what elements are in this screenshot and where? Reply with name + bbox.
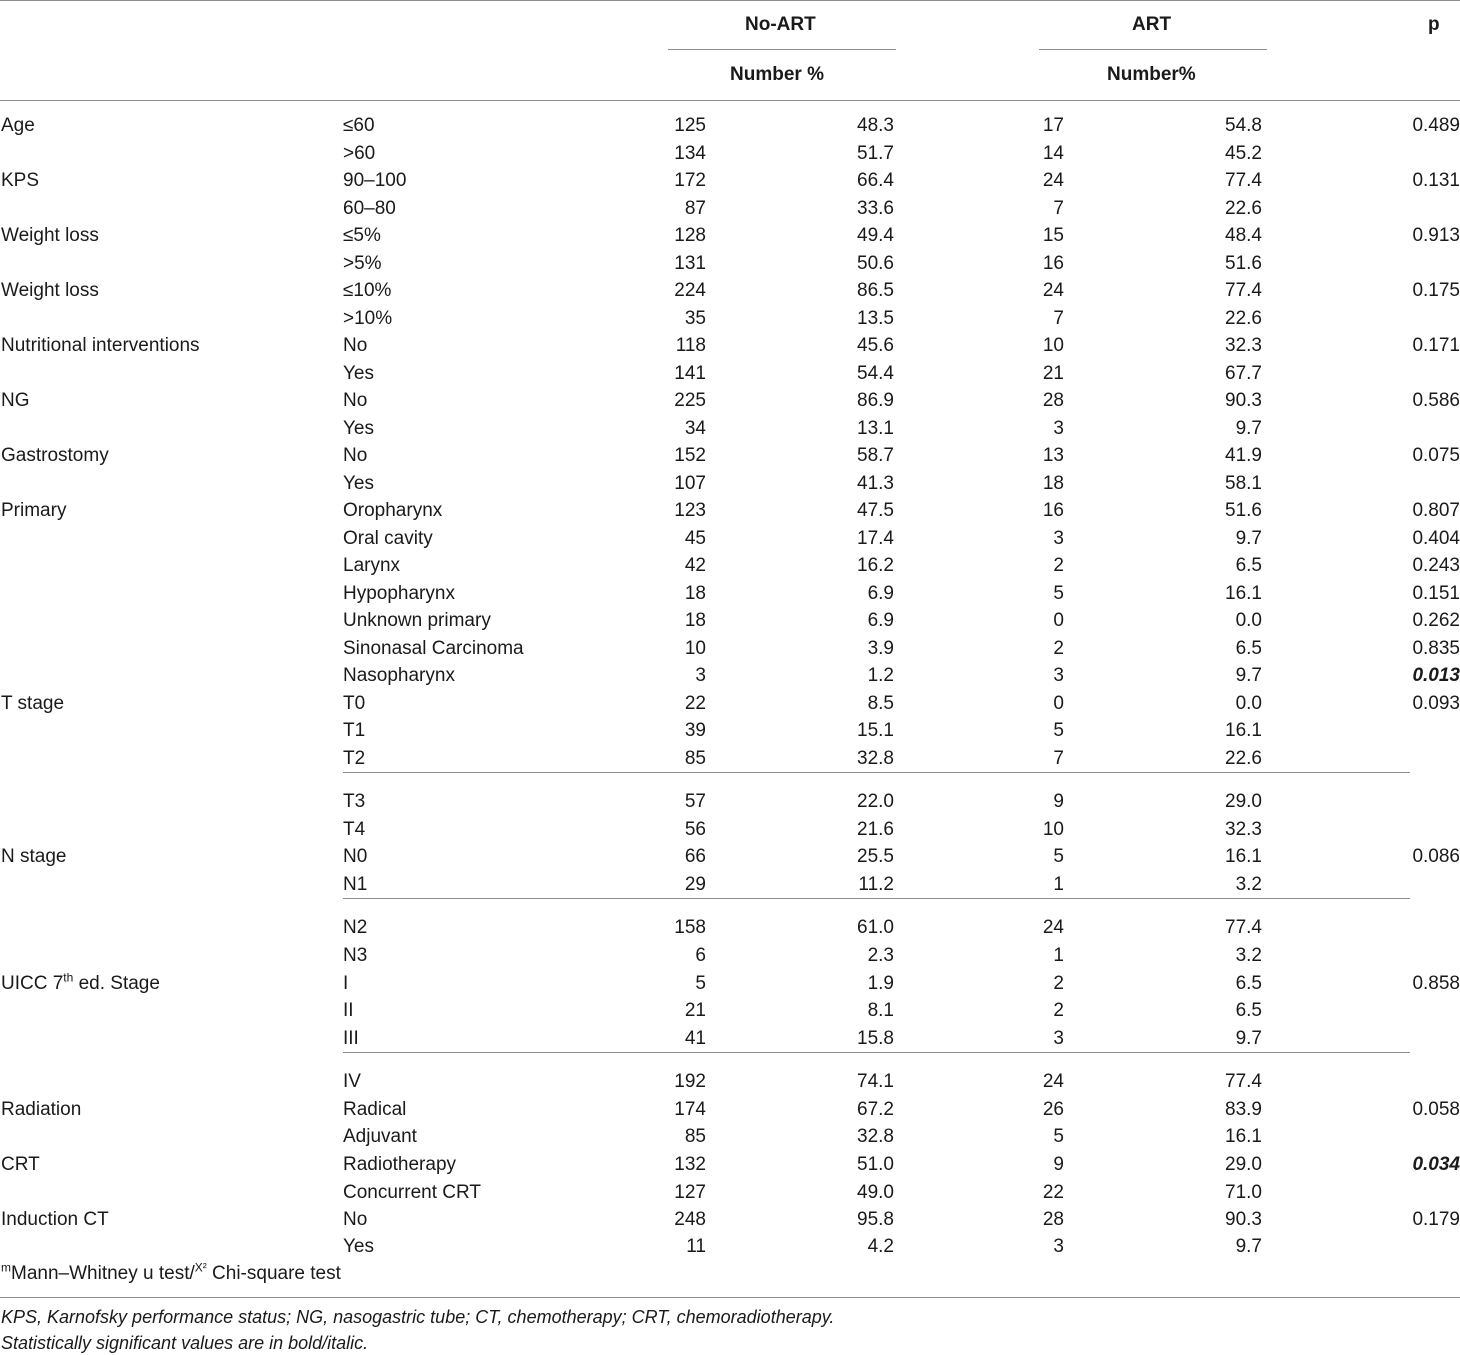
noart-percent-cell: 8.1 [867,1000,894,1021]
variable-cell: Weight loss [1,280,99,301]
noart-number-cell: 57 [684,791,706,812]
noart-number-cell: 87 [684,198,706,219]
noart-number-cell: 248 [674,1209,706,1230]
category-cell: N2 [343,917,368,938]
noart-percent-cell: 3.9 [867,638,894,659]
category-cell: Sinonasal Carcinoma [343,638,524,659]
art-percent-cell: 67.7 [1225,363,1262,384]
header-group-art: ART [1132,14,1172,35]
art-number-cell: 21 [1042,363,1064,384]
category-cell: N1 [343,874,368,895]
p-value-cell: 0.034 [1412,1154,1460,1175]
category-cell: ˃5% [343,253,382,274]
noart-percent-cell: 49.0 [857,1182,894,1203]
p-value-cell: 0.807 [1412,500,1460,521]
noart-percent-cell: 86.9 [857,390,894,411]
category-cell: No [343,390,368,411]
art-percent-cell: 3.2 [1235,874,1262,895]
art-number-cell: 28 [1042,1209,1064,1230]
noart-number-cell: 172 [674,170,706,191]
p-value-cell: 0.058 [1412,1099,1460,1120]
noart-number-cell: 224 [674,280,706,301]
table-section-rule [343,772,1410,773]
noart-number-cell: 132 [674,1154,706,1175]
art-number-cell: 9 [1053,1154,1064,1175]
test-note [1,1260,341,1285]
category-cell: IV [343,1071,361,1092]
art-number-cell: 3 [1053,528,1064,549]
category-cell: ≤60 [343,115,375,136]
art-percent-cell: 0.0 [1235,693,1262,714]
table-row [0,195,1460,222]
art-percent-cell: 16.1 [1225,583,1262,604]
art-number-cell: 10 [1042,819,1064,840]
noart-percent-cell: 50.6 [857,253,894,274]
noart-number-cell: 125 [674,115,706,136]
category-cell: Yes [343,418,374,439]
noart-number-cell: 10 [684,638,706,659]
table-section-rule [343,1052,1410,1053]
noart-percent-cell: 13.5 [857,308,894,329]
variable-cell: Weight loss [1,225,99,246]
table-row [0,222,1460,249]
noart-number-cell: 128 [674,225,706,246]
noart-number-cell: 225 [674,390,706,411]
noart-number-cell: 18 [684,610,706,631]
art-percent-cell: 51.6 [1225,500,1262,521]
category-cell: Radical [343,1099,407,1120]
table-row [0,305,1460,332]
category-cell: Larynx [343,555,401,576]
noart-percent-cell: 33.6 [857,198,894,219]
variable-cell: Gastrostomy [1,445,109,466]
table-row [0,415,1460,442]
variable-cell: N stage [1,846,67,867]
category-cell: N0 [343,846,368,867]
table-row [0,167,1460,194]
noart-percent-cell: 47.5 [857,500,894,521]
table-row [0,1096,1460,1123]
art-number-cell: 24 [1042,280,1064,301]
noart-number-cell: 174 [674,1099,706,1120]
art-percent-cell: 9.7 [1235,528,1262,549]
art-number-cell: 7 [1053,308,1064,329]
art-percent-cell: 6.5 [1235,1000,1262,1021]
test-note-sup-m: m [1,1260,11,1275]
table-row [0,250,1460,277]
p-value-cell: 0.175 [1412,280,1460,301]
table-row [0,112,1460,139]
p-value-cell: 0.404 [1412,528,1460,549]
noart-number-cell: 66 [684,846,706,867]
table-row [0,607,1460,634]
category-cell: Yes [343,363,374,384]
table-row [0,662,1460,689]
header-sub-art: Number% [1107,64,1196,85]
category-cell: T1 [343,720,366,741]
art-number-cell: 9 [1053,791,1064,812]
art-percent-cell: 6.5 [1235,555,1262,576]
category-cell: Unknown primary [343,610,491,631]
noart-percent-cell: 95.8 [857,1209,894,1230]
art-percent-cell: 41.9 [1225,445,1262,466]
art-number-cell: 5 [1053,846,1064,867]
art-percent-cell: 22.6 [1225,198,1262,219]
table-row [0,1068,1460,1095]
art-number-cell: 2 [1053,1000,1064,1021]
art-percent-cell: 6.5 [1235,638,1262,659]
noart-number-cell: 152 [674,445,706,466]
noart-percent-cell: 51.7 [857,143,894,164]
footnote-significance: Statistically significant values are in bold/italic. [1,1333,369,1353]
p-value-cell: 0.858 [1412,973,1460,994]
table-row [0,552,1460,579]
art-percent-cell: 77.4 [1225,917,1262,938]
art-percent-cell: 51.6 [1225,253,1262,274]
category-cell: No [343,1209,368,1230]
art-number-cell: 5 [1053,720,1064,741]
category-cell: Adjuvant [343,1126,417,1147]
table-row [0,843,1460,870]
variable-cell: Nutritional interventions [1,335,200,356]
table-row [0,580,1460,607]
table-row [0,717,1460,744]
noart-percent-cell: 6.9 [867,610,894,631]
art-number-cell: 5 [1053,1126,1064,1147]
category-cell: Hypopharynx [343,583,455,604]
noart-percent-cell: 1.2 [867,665,894,686]
table-row [0,332,1460,359]
art-percent-cell: 3.2 [1235,945,1262,966]
p-value-cell: 0.086 [1412,846,1460,867]
art-percent-cell: 90.3 [1225,390,1262,411]
category-cell: Concurrent CRT [343,1182,481,1203]
noart-percent-cell: 13.1 [857,418,894,439]
table-row [0,1179,1460,1206]
noart-number-cell: 29 [684,874,706,895]
noart-number-cell: 45 [684,528,706,549]
art-percent-cell: 48.4 [1225,225,1262,246]
art-number-cell: 0 [1053,693,1064,714]
table-row [0,871,1460,898]
noart-percent-cell: 32.8 [857,1126,894,1147]
variable-cell [1,970,160,997]
art-number-cell: 0 [1053,610,1064,631]
category-cell: T0 [343,693,366,714]
variable-cell: Primary [1,500,67,521]
art-number-cell: 13 [1042,445,1064,466]
table-row [0,997,1460,1024]
noart-percent-cell: 1.9 [867,973,894,994]
noart-percent-cell: 22.0 [857,791,894,812]
noart-percent-cell: 51.0 [857,1154,894,1175]
art-percent-cell: 16.1 [1225,846,1262,867]
noart-number-cell: 134 [674,143,706,164]
noart-percent-cell: 48.3 [857,115,894,136]
noart-number-cell: 41 [684,1028,706,1049]
variable-cell: CRT [1,1154,40,1175]
category-cell: Yes [343,473,374,494]
variable-cell: Radiation [1,1099,82,1120]
category-cell: ˃10% [343,308,393,329]
noart-number-cell: 141 [674,363,706,384]
table-row [0,745,1460,772]
table-row [0,1123,1460,1150]
table-row [0,788,1460,815]
noart-number-cell: 42 [684,555,706,576]
category-cell: Yes [343,1236,374,1257]
noart-number-cell: 131 [674,253,706,274]
header-group-noart: No-ART [745,14,816,35]
noart-percent-cell: 25.5 [857,846,894,867]
category-cell: Radiotherapy [343,1154,457,1175]
art-number-cell: 24 [1042,917,1064,938]
noart-number-cell: 85 [684,748,706,769]
table-bottom-rule [0,1297,1460,1298]
test-note-sup-x: X² [194,1260,207,1275]
art-percent-cell: 22.6 [1225,308,1262,329]
p-value-cell: 0.131 [1412,170,1460,191]
noart-number-cell: 158 [674,917,706,938]
noart-percent-cell: 6.9 [867,583,894,604]
noart-percent-cell: 74.1 [857,1071,894,1092]
noart-number-cell: 39 [684,720,706,741]
table-row [0,942,1460,969]
p-value-cell: 0.179 [1412,1209,1460,1230]
art-percent-cell: 77.4 [1225,170,1262,191]
art-number-cell: 2 [1053,555,1064,576]
noart-number-cell: 21 [684,1000,706,1021]
noart-percent-cell: 58.7 [857,445,894,466]
header-noart-rule [668,49,896,50]
noart-number-cell: 123 [674,500,706,521]
art-percent-cell: 29.0 [1225,791,1262,812]
art-number-cell: 3 [1053,665,1064,686]
noart-percent-cell: 49.4 [857,225,894,246]
variable-cell: NG [1,390,30,411]
noart-percent-cell: 32.8 [857,748,894,769]
noart-number-cell: 192 [674,1071,706,1092]
variable-cell: Induction CT [1,1209,109,1230]
art-number-cell: 3 [1053,418,1064,439]
art-percent-cell: 32.3 [1225,819,1262,840]
variable-superscript: th [63,970,74,985]
category-cell: T3 [343,791,366,812]
art-number-cell: 24 [1042,1071,1064,1092]
p-value-cell: 0.093 [1412,693,1460,714]
table-row [0,914,1460,941]
category-cell: T2 [343,748,366,769]
p-value-cell: 0.171 [1412,335,1460,356]
noart-number-cell: 34 [684,418,706,439]
p-value-cell: 0.835 [1412,638,1460,659]
noart-percent-cell: 15.1 [857,720,894,741]
table-row [0,690,1460,717]
noart-number-cell: 11 [686,1236,706,1257]
noart-number-cell: 6 [695,945,706,966]
art-number-cell: 18 [1042,473,1064,494]
category-cell: Oropharynx [343,500,443,521]
table-row [0,1025,1460,1052]
category-cell: No [343,445,368,466]
art-percent-cell: 45.2 [1225,143,1262,164]
art-percent-cell: 0.0 [1235,610,1262,631]
art-percent-cell: 6.5 [1235,973,1262,994]
art-number-cell: 15 [1042,225,1064,246]
table-row [0,360,1460,387]
p-value-cell: 0.075 [1412,445,1460,466]
art-percent-cell: 77.4 [1225,1071,1262,1092]
table-row [0,1233,1460,1260]
noart-percent-cell: 4.2 [867,1236,894,1257]
art-percent-cell: 90.3 [1225,1209,1262,1230]
noart-number-cell: 3 [695,665,706,686]
category-cell: II [343,1000,354,1021]
category-cell: No [343,335,368,356]
art-number-cell: 1 [1053,874,1064,895]
header-p: p [1428,14,1440,35]
noart-percent-cell: 15.8 [857,1028,894,1049]
art-number-cell: 24 [1042,170,1064,191]
category-cell: ≤5% [343,225,381,246]
noart-number-cell: 18 [684,583,706,604]
noart-percent-cell: 8.5 [867,693,894,714]
category-cell: I [343,973,349,994]
art-number-cell: 17 [1042,115,1064,136]
footnote-abbreviations: KPS, Karnofsky performance status; NG, nasogastric tube; CT, chemotherapy; CRT, chemoradiotherapy. [1,1307,835,1327]
art-number-cell: 16 [1042,253,1064,274]
art-number-cell: 3 [1053,1028,1064,1049]
art-number-cell: 14 [1042,143,1064,164]
art-percent-cell: 9.7 [1235,665,1262,686]
header-bottom-rule [0,100,1460,101]
noart-percent-cell: 66.4 [857,170,894,191]
noart-number-cell: 22 [684,693,706,714]
variable-text: UICC 7 [1,973,64,994]
noart-number-cell: 85 [684,1126,706,1147]
art-number-cell: 26 [1042,1099,1064,1120]
noart-percent-cell: 54.4 [857,363,894,384]
art-number-cell: 7 [1053,748,1064,769]
art-percent-cell: 54.8 [1225,115,1262,136]
art-percent-cell: 9.7 [1235,1236,1262,1257]
noart-percent-cell: 2.3 [867,945,894,966]
noart-percent-cell: 17.4 [857,528,894,549]
header-art-rule [1039,49,1267,50]
category-cell: Oral cavity [343,528,433,549]
test-note-text-a: Mann–Whitney u test/ [11,1263,195,1284]
art-number-cell: 2 [1053,973,1064,994]
art-number-cell: 1 [1053,945,1064,966]
table-row [0,525,1460,552]
table-row [0,497,1460,524]
art-number-cell: 7 [1053,198,1064,219]
noart-percent-cell: 61.0 [857,917,894,938]
noart-number-cell: 5 [695,973,706,994]
noart-percent-cell: 41.3 [857,473,894,494]
category-cell: ˃60 [343,143,376,164]
table-row [0,635,1460,662]
category-cell: Nasopharynx [343,665,455,686]
category-cell: T4 [343,819,366,840]
noart-number-cell: 118 [675,335,706,356]
art-percent-cell: 9.7 [1235,1028,1262,1049]
noart-percent-cell: 67.2 [857,1099,894,1120]
p-value-cell: 0.151 [1412,583,1460,604]
art-percent-cell: 71.0 [1225,1182,1262,1203]
art-number-cell: 10 [1042,335,1064,356]
art-percent-cell: 16.1 [1225,720,1262,741]
table-row [0,816,1460,843]
art-percent-cell: 83.9 [1225,1099,1262,1120]
noart-number-cell: 107 [674,473,706,494]
table-row [0,387,1460,414]
art-number-cell: 5 [1053,583,1064,604]
noart-percent-cell: 45.6 [857,335,894,356]
variable-cell: T stage [1,693,65,714]
variable-cell: Age [1,115,35,136]
table-row [0,140,1460,167]
noart-percent-cell: 11.2 [858,874,894,895]
noart-percent-cell: 21.6 [857,819,894,840]
p-value-cell: 0.489 [1412,115,1460,136]
category-cell: N3 [343,945,368,966]
p-value-cell: 0.913 [1412,225,1460,246]
p-value-cell: 0.243 [1412,555,1460,576]
art-number-cell: 22 [1042,1182,1064,1203]
category-cell: ≤10% [343,280,392,301]
art-number-cell: 2 [1053,638,1064,659]
variable-text-rest: ed. Stage [73,973,160,994]
art-percent-cell: 9.7 [1235,418,1262,439]
noart-percent-cell: 16.2 [857,555,894,576]
table-section-rule [343,898,1410,899]
art-percent-cell: 22.6 [1225,748,1262,769]
table-top-rule [0,0,1460,1]
table-row [0,970,1460,997]
variable-cell: KPS [1,170,40,191]
test-note-text-b: Chi-square test [206,1263,341,1284]
art-percent-cell: 16.1 [1225,1126,1262,1147]
art-number-cell: 3 [1053,1236,1064,1257]
art-percent-cell: 77.4 [1225,280,1262,301]
art-percent-cell: 29.0 [1225,1154,1262,1175]
art-percent-cell: 58.1 [1225,473,1262,494]
art-number-cell: 16 [1042,500,1064,521]
category-cell: 90–100 [343,170,407,191]
category-cell: 60–80 [343,198,396,219]
table-row [0,277,1460,304]
table-row [0,442,1460,469]
p-value-cell: 0.262 [1412,610,1460,631]
art-percent-cell: 32.3 [1225,335,1262,356]
art-number-cell: 28 [1042,390,1064,411]
noart-number-cell: 56 [684,819,706,840]
noart-number-cell: 127 [674,1182,706,1203]
category-cell: III [343,1028,359,1049]
table-row [0,1206,1460,1233]
table-row [0,1151,1460,1178]
p-value-cell: 0.013 [1412,665,1460,686]
noart-percent-cell: 86.5 [857,280,894,301]
p-value-cell: 0.586 [1412,390,1460,411]
table-row [0,470,1460,497]
noart-number-cell: 35 [684,308,706,329]
header-sub-noart: Number % [730,64,824,85]
